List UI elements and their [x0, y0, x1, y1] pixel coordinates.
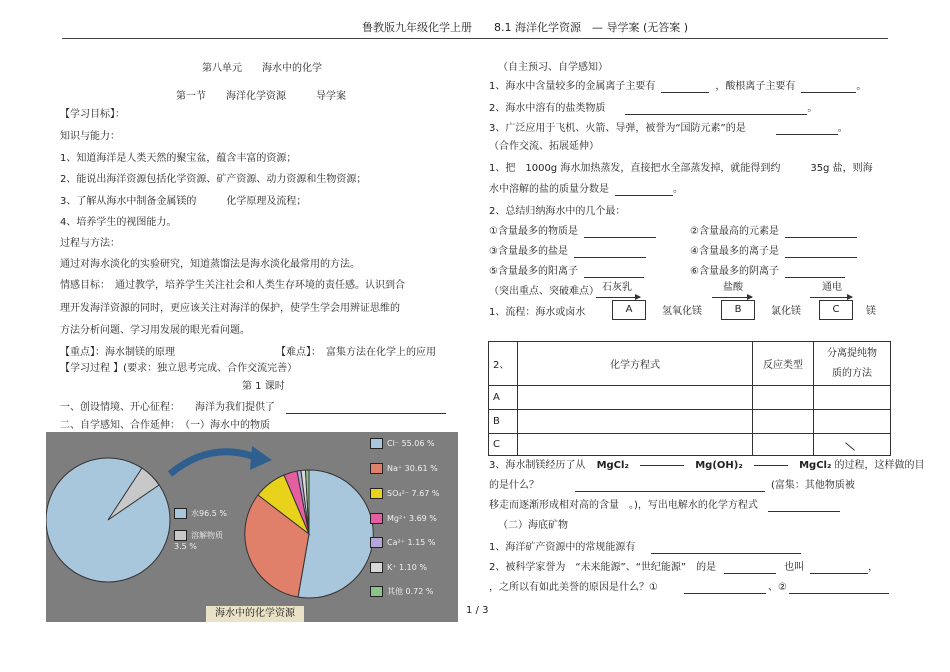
breakthrough-heading: （突出重点、突破难点）	[489, 286, 599, 297]
sea-chemistry-figure	[46, 432, 458, 622]
difficulty: 【难点】： 富集方法在化学上的应用	[276, 347, 436, 358]
flow-label: 1、流程：海水或卤水	[489, 307, 586, 318]
flow-arrow-1-icon	[596, 297, 640, 298]
header-reaction-type: 反应类型	[753, 342, 814, 386]
table-row: A	[489, 386, 891, 410]
mineral-q1: 1、海洋矿产资源中的常规能源有	[489, 542, 801, 554]
most-4-blank[interactable]	[785, 247, 857, 258]
most-3: ③含量最多的盐是	[489, 246, 646, 258]
mineral-q1-blank[interactable]	[651, 543, 801, 554]
flow-arrowhead-icon	[250, 446, 272, 470]
most-4: ④含量最多的离子是	[690, 246, 857, 258]
mg-question-line-3: 移走而逐渐形成相对高的含量 。)，写出电解水的化学方程式	[489, 500, 840, 512]
most-5-blank[interactable]	[584, 267, 644, 278]
mg-question-line-2: 的是什么？ (富集：其他物质被	[489, 480, 855, 491]
reaction-table	[488, 341, 891, 456]
question-1: 1、海水中含量较多的金属离子主要有 ，酸根离子主要有 。	[489, 81, 867, 92]
knowledge-heading: 知识与能力：	[60, 131, 120, 142]
intro-blank[interactable]	[286, 403, 446, 414]
flow-box-c: C	[819, 300, 853, 320]
legend-so4: SO₄²⁻ 7.67 %	[370, 488, 440, 499]
most-1-blank[interactable]	[584, 227, 656, 238]
q1-blank-metal[interactable]	[661, 82, 709, 93]
mineral-q3-blank-2[interactable]	[789, 583, 889, 594]
legend-cl: Cl⁻ 55.06 %	[370, 438, 435, 449]
calc-blank[interactable]	[615, 185, 673, 196]
mg-purpose-blank[interactable]	[575, 481, 765, 492]
summary-heading: 2、总结归纳海水中的几个最：	[489, 206, 626, 217]
table-row: C	[489, 434, 891, 456]
lesson-number: 第 1 课时	[242, 381, 285, 392]
mineral-q2-blank-2[interactable]	[810, 563, 868, 574]
goal-3: 3、了解从海水中制备金属镁的 化学原理及流程；	[60, 196, 307, 207]
calc-line-1: 1、把 1000g 海水加热蒸发，直接把水全部蒸发掉，就能得到约 35g 盐，则海	[489, 163, 873, 174]
flow-product-1: 氢氧化镁	[662, 306, 702, 317]
goal-1: 1、知道海洋是人类天然的聚宝盆，蕴含丰富的资源；	[60, 153, 297, 164]
legend-ca: Ca²⁺ 1.15 %	[370, 537, 435, 548]
process-requirement: 【学习过程 】(要求：独立思考完成、合作交流完善）	[60, 363, 298, 374]
mg-question-line-1: 3、海水制镁经历了从 MgCl₂ Mg(OH)₂ MgCl₂ 的过程，这样做的目	[489, 460, 925, 471]
most-6: ⑥含量最多的阴离子	[690, 266, 845, 278]
formula-mgcl2-2: MgCl₂	[799, 460, 832, 471]
mineral-q3: ，之所以有如此美誉的原因是什么？① 、②	[489, 582, 889, 594]
calc-line-2: 水中溶解的盐的质量分数是 。	[489, 184, 683, 195]
figure-caption: 海水中的化学资源	[206, 606, 304, 622]
flow-product-3: 镁	[866, 306, 876, 317]
reagent-hcl: 盐酸	[723, 282, 743, 293]
process-arrow-2-icon	[754, 465, 788, 466]
most-2: ②含量最高的元素是	[690, 226, 857, 238]
mineral-q3-blank-1[interactable]	[684, 583, 766, 594]
process-text: 通过对海水淡化的实验研究，知道蒸馏法是海水淡化最常用的方法。	[60, 259, 360, 270]
legend-dissolved: 溶解物质 3.5 %	[174, 531, 223, 551]
q3-blank[interactable]	[776, 124, 838, 135]
most-1: ①含量最多的物质是	[489, 226, 656, 238]
most-5: ⑤含量最多的阳离子	[489, 266, 644, 278]
process-arrow-1-icon	[640, 465, 684, 466]
mineral-q2: 2、被科学家誉为 “未来能源”、“世纪能源” 的是 也叫 ，	[489, 562, 879, 573]
flow-arrow-2-icon	[712, 297, 752, 298]
formula-mgoh2: Mg(OH)₂	[695, 460, 743, 471]
goals-heading: 【学习目标】：	[60, 109, 125, 120]
emotion-line-1: 情感目标： 通过教学，培养学生关注社会和人类生存环境的责任感。认识到合	[60, 280, 405, 291]
flow-product-2: 氯化镁	[771, 306, 801, 317]
flow-box-a: A	[612, 300, 646, 320]
page-number: 1 / 3	[466, 605, 489, 616]
intro-line	[60, 402, 446, 414]
goal-4: 4、培养学生的视图能力。	[60, 217, 177, 228]
key-point: 【重点】：海水制镁的原理	[60, 347, 175, 358]
q1-blank-acid[interactable]	[801, 82, 856, 93]
most-3-blank[interactable]	[574, 247, 646, 258]
question-3: 3、广泛应用于飞机、火箭、导弹，被誉为“国防元素”的是 。	[489, 123, 848, 134]
header-rule	[62, 38, 888, 39]
section-2-heading: 二、自学感知、合作延伸： （一）海水中的物质	[60, 420, 270, 431]
ion-pie	[245, 470, 373, 598]
legend-water: 水96.5 %	[174, 508, 227, 520]
table-row: B	[489, 410, 891, 434]
most-2-blank[interactable]	[785, 227, 857, 238]
reagent-electricity: 通电	[822, 282, 842, 293]
header-equation: 化学方程式	[518, 342, 753, 386]
reagent-lime: 石灰乳	[602, 282, 632, 293]
intro-text: 一、创设情境、开心征程： 海洋为我们提供了	[60, 402, 275, 413]
table-number: 2、	[489, 342, 518, 386]
question-2: 2、海水中溶有的盐类物质 。	[489, 103, 818, 114]
mineral-heading: （二）海底矿物	[498, 520, 568, 531]
flow-arrow-3-icon	[810, 297, 852, 298]
header-separation: 分离提纯物 质的方法	[814, 342, 891, 386]
preview-heading: （自主预习、自学感知）	[498, 62, 608, 73]
unit-title: 第八单元 海水中的化学	[202, 63, 322, 74]
electrolysis-blank[interactable]	[768, 501, 840, 512]
legend-other: 其他 0.72 %	[370, 586, 434, 597]
cooperation-heading: （合作交流、拓展延伸）	[489, 141, 599, 152]
emotion-line-2: 理开发海洋资源的同时，更应该关注对海洋的保护，使学生学会用辨证思维的	[60, 303, 400, 314]
formula-mgcl2-1: MgCl₂	[596, 460, 629, 471]
flow-box-b: B	[721, 300, 755, 320]
legend-na: Na⁺ 30.61 %	[370, 463, 438, 474]
process-heading: 过程与方法：	[60, 238, 120, 249]
most-6-blank[interactable]	[785, 267, 845, 278]
section-title: 第一节 海洋化学资源 导学案	[176, 91, 346, 102]
mineral-q2-blank-1[interactable]	[724, 563, 776, 574]
q2-blank[interactable]	[625, 104, 807, 115]
legend-mg: Mg²⁺ 3.69 %	[370, 513, 437, 524]
flow-arrow-icon	[170, 452, 258, 474]
goal-2: 2、能说出海洋资源包括化学资源、矿产资源、动力资源和生物资源；	[60, 174, 367, 185]
legend-k: K⁺ 1.10 %	[370, 562, 427, 573]
page-header: 鲁教版九年级化学上册 8.1 海洋化学资源 — 导学案 (无答案 )	[361, 21, 689, 34]
emotion-line-3: 方法分析问题、学习用发展的眼光看问题。	[60, 325, 250, 336]
